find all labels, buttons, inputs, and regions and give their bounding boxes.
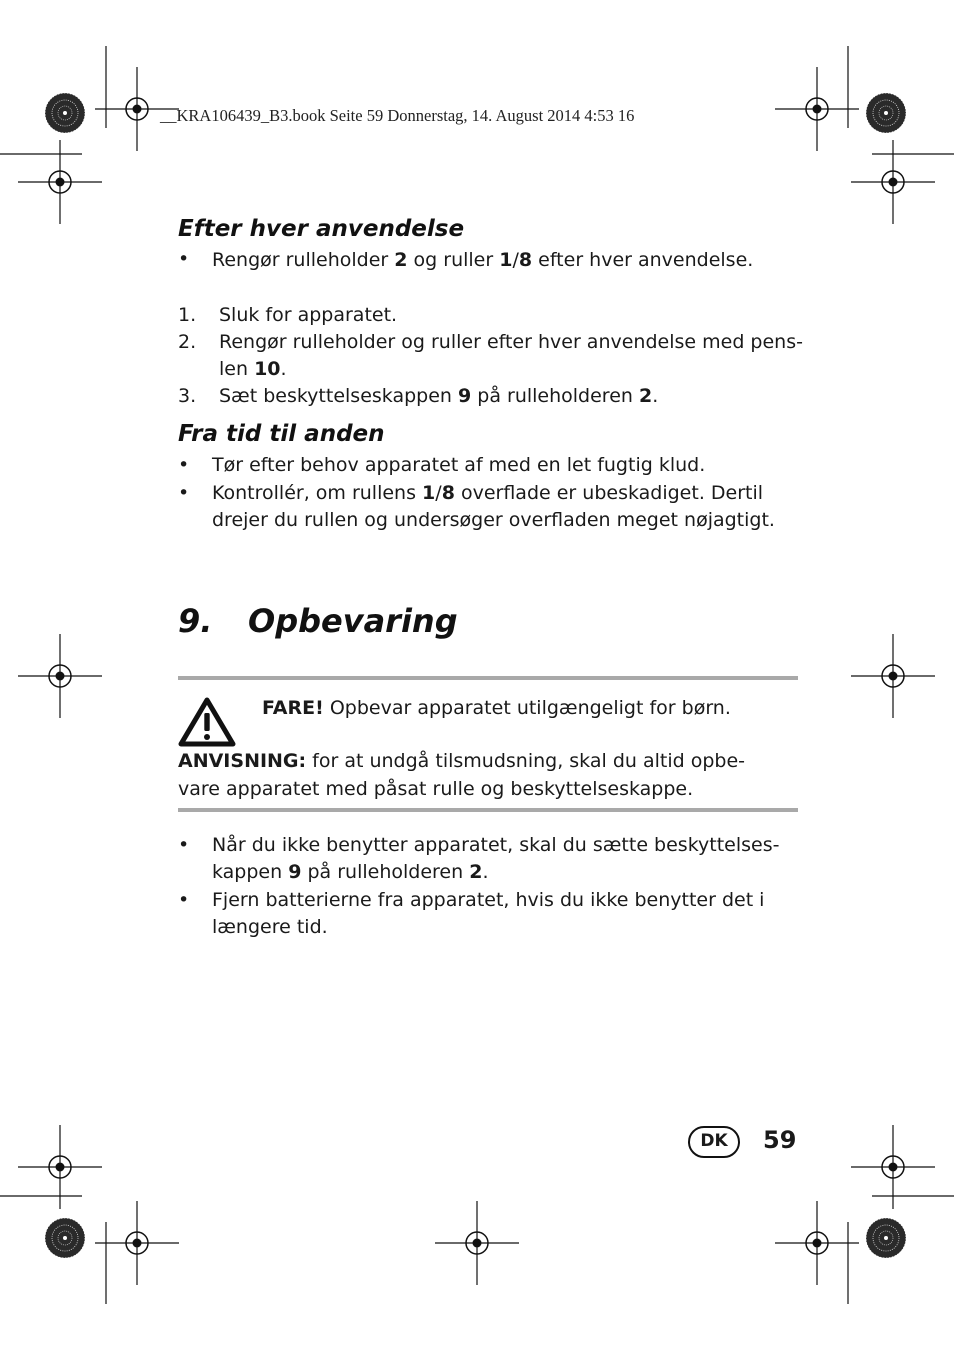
step-number: 3.	[178, 385, 197, 407]
file-header: __KRA106439_B3.book Seite 59 Donnerstag, 14. August 2014 4:53 16	[160, 106, 635, 125]
danger-text: FARE! Opbevar apparatet utilgængeligt for børn.	[262, 697, 731, 719]
warning-rule-top	[178, 676, 798, 680]
bullet-text: Kontrollér, om rullens 1/8 overflade er ubeskadiget. Dertil	[212, 482, 764, 504]
warning-rule-bottom	[178, 808, 798, 812]
bullet-marker: •	[178, 248, 190, 270]
step-number: 2.	[178, 331, 197, 353]
subheading-after-use: Efter hver anvendelse	[178, 216, 465, 242]
section-heading	[178, 602, 458, 640]
bullet-marker: •	[178, 834, 190, 856]
bullet-text: Rengør rulleholder 2 og ruller 1/8 efter hver anvendelse.	[212, 249, 754, 271]
section-title: Opbevaring	[248, 602, 458, 640]
step-text: Sluk for apparatet.	[219, 304, 398, 326]
page-number: 59	[763, 1126, 797, 1154]
bullet-marker: •	[178, 889, 190, 911]
bullet-text-cont: længere tid.	[212, 916, 328, 938]
section-number: 9.	[178, 602, 213, 640]
country-badge: DK	[688, 1126, 740, 1158]
note-text-cont: vare apparatet med påsat rulle og beskyttelseskappe.	[178, 778, 694, 800]
bullet-text: Tør efter behov apparatet af med en let fugtig klud.	[212, 454, 706, 476]
subheading-occasionally: Fra tid til anden	[178, 421, 385, 447]
bullet-text: Fjern batterierne fra apparatet, hvis du ikke benytter det i	[212, 889, 765, 911]
bullet-marker: •	[178, 454, 190, 476]
step-text-cont: len 10.	[219, 358, 287, 380]
step-text: Rengør rulleholder og ruller efter hver anvendelse med pens-	[219, 331, 803, 353]
step-number: 1.	[178, 304, 197, 326]
step-text: Sæt beskyttelseskappen 9 på rulleholderen 2.	[219, 385, 659, 407]
bullet-text: Når du ikke benytter apparatet, skal du sætte beskyttelses-	[212, 834, 780, 856]
note-text: ANVISNING: for at undgå tilsmudsning, skal du altid opbe-	[178, 750, 745, 772]
warning-triangle-icon	[177, 696, 237, 748]
bullet-text-cont: drejer du rullen og undersøger overfladen meget nøjagtigt.	[212, 509, 775, 531]
bullet-text-cont: kappen 9 på rulleholderen 2.	[212, 861, 489, 883]
bullet-marker: •	[178, 482, 190, 504]
